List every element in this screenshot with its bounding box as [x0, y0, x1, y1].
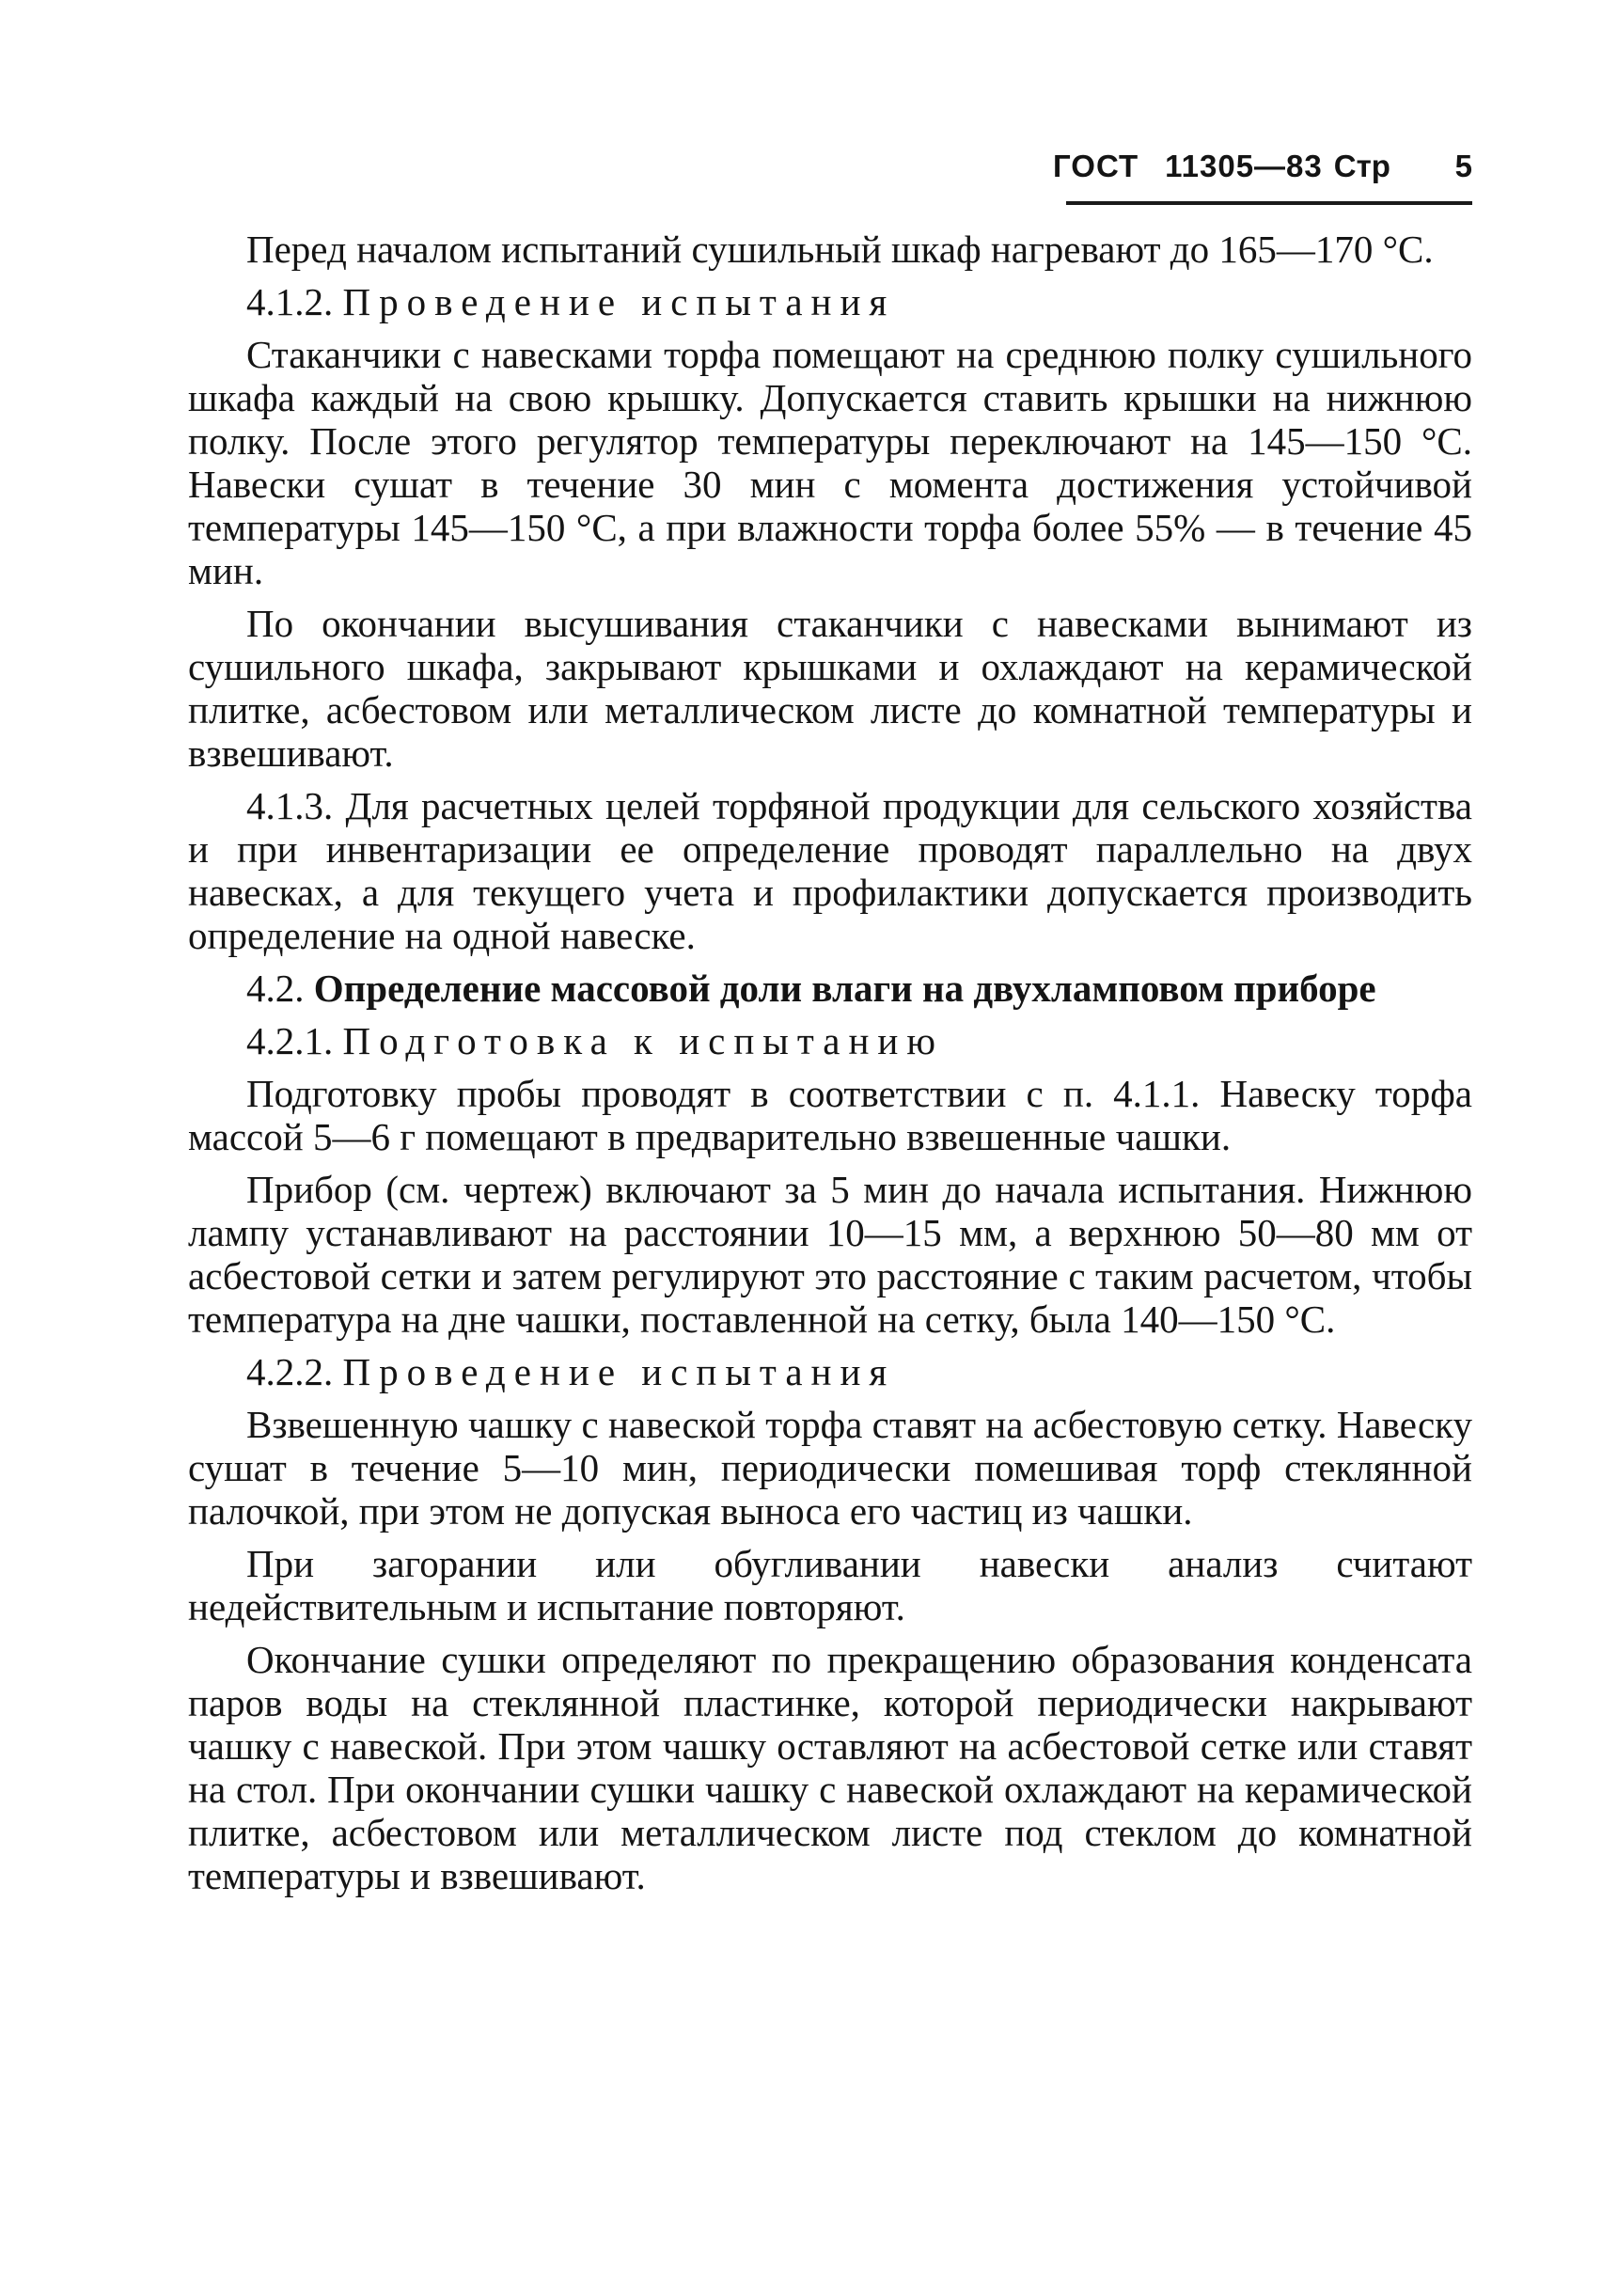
- paragraph-preheat: Перед началом испытаний сушильный шкаф нагревают до 165—170 °С.: [246, 228, 1434, 271]
- section-number: 4.1.2.: [246, 280, 334, 323]
- running-header: [1053, 149, 1472, 184]
- standard-number: 11305—83: [1165, 149, 1323, 183]
- section-heading-4-2: [188, 967, 1472, 1010]
- paragraph-drying-lamp: Взвешенную чашку с навеской торфа ставят на асбестовую сетку. Навеску сушат в течение 5—10 мин, периодически помешивая торф стеклянной палочкой, при этом не допуская выноса его частиц из чашки.: [188, 1403, 1472, 1533]
- section-title: Определение массовой доли влаги на двухламповом приборе: [313, 967, 1376, 1010]
- page-number: 5: [1454, 149, 1472, 183]
- section-heading-4-1-2: [188, 280, 1472, 323]
- paragraph-sample-prep: Подготовку пробы проводят в соответствии с п. 4.1.1. Навеску торфа массой 5—6 г помещают в предварительно взвешенные чашки.: [188, 1072, 1472, 1158]
- standard-label: ГОСТ: [1053, 149, 1139, 183]
- section-number: 4.2.1.: [246, 1019, 334, 1062]
- header-rule: [1066, 201, 1472, 205]
- section-heading-4-2-1: [188, 1019, 1472, 1062]
- section-heading-4-2-2: [188, 1350, 1472, 1393]
- document-body: [188, 228, 1472, 1897]
- paragraph-device-setup: Прибор (см. чертеж) включают за 5 мин до начала испытания. Нижнюю лампу устанавливают на расстоянии 10—15 мм, а верхнюю 50—80 мм от асбестовой сетки и затем регулируют это расстояние с таким расчетом, чтобы температура на дне чашки, поставленной на сетку, была 140—150 °С.: [188, 1168, 1472, 1341]
- section-title: Проведение испытания: [342, 280, 896, 323]
- section-title: Проведение испытания: [342, 1350, 896, 1393]
- paragraph-drying-procedure: Стаканчики с навесками торфа помещают на среднюю полку сушильного шкафа каждый на свою крышку. Допускается ставить крышки на нижнюю полку. После этого регулятор температуры переключают на 145—150 °С. Навески сушат в течение 30 мин с момента достижения устойчивой температуры 145—150 °С, а при влажности торфа более 55% — в течение 45 мин.: [188, 333, 1472, 592]
- paragraph-4-1-3: 4.1.3. Для расчетных целей торфяной продукции для сельского хозяйства и при инвентаризации ее определение проводят параллельно на двух навесках, а для текущего учета и профилактики допускается производить определение на одной навеске.: [188, 784, 1472, 957]
- section-number: 4.2.2.: [246, 1350, 334, 1393]
- paragraph-end-of-drying: Окончание сушки определяют по прекращению образования конденсата паров воды на стеклянной пластинке, которой периодически накрывают чашку с навеской. При этом чашку оставляют на асбестовой сетке или ставят на стол. При окончании сушки чашку с навеской охлаждают на керамической плитке, асбестовом или металлическом листе под стеклом до комнатной температуры и взвешивают.: [188, 1638, 1472, 1897]
- section-number: 4.2.: [246, 967, 305, 1010]
- section-title: Подготовка к испытанию: [342, 1019, 944, 1062]
- paragraph-ignition: При загорании или обугливании навески анализ считают недействительным и испытание повторяют.: [188, 1542, 1472, 1628]
- paragraph-cooling: По окончании высушивания стаканчики с навесками вынимают из сушильного шкафа, закрывают крышками и охлаждают на керамической плитке, асбестовом или металлическом листе до комнатной температуры и взвешивают.: [188, 602, 1472, 775]
- page-label: Стр: [1333, 149, 1390, 183]
